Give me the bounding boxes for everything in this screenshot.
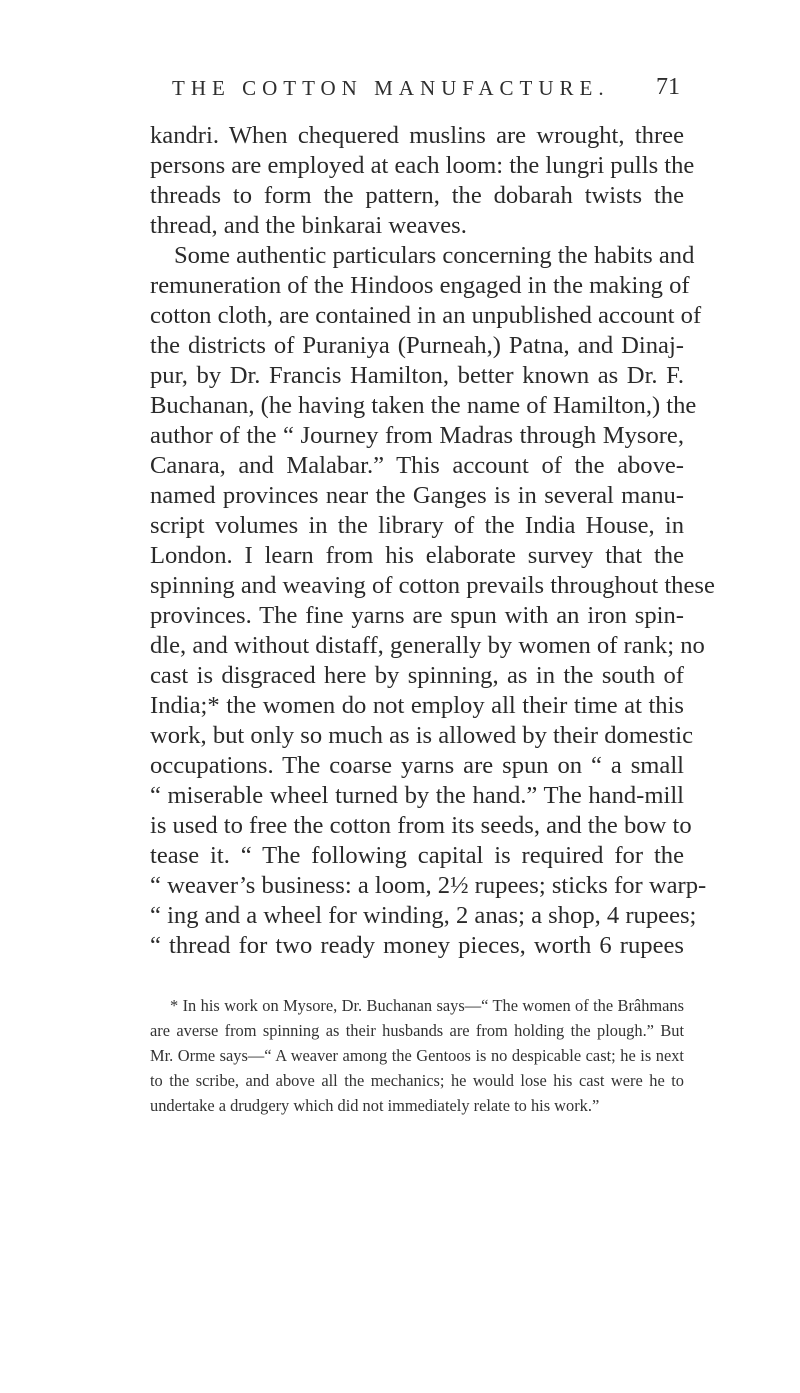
text-line: remuneration of the Hindoos engaged in the making of: [150, 272, 690, 299]
text-line: cast is disgraced here by spinning, as in the south of: [150, 662, 684, 689]
text-line: dle, and without distaff, generally by women of rank; no: [150, 632, 705, 659]
text-line: script volumes in the library of the India House, in: [150, 512, 684, 539]
text-line: thread, and the binkarai weaves.: [150, 212, 467, 239]
text-line: is used to free the cotton from its seeds, and the bow to: [150, 812, 692, 839]
text-line: tease it. “ The following capital is required for the: [150, 842, 684, 869]
text-line: Some authentic particulars concerning the habits and: [174, 242, 695, 269]
body-text: [150, 121, 715, 961]
text-line: occupations. The coarse yarns are spun on “ a small: [150, 752, 684, 779]
footnote: [150, 993, 684, 1118]
text-line: “ thread for two ready money pieces, worth 6 rupees: [150, 932, 684, 959]
text-line: “ ing and a wheel for winding, 2 anas; a shop, 4 rupees;: [150, 902, 697, 929]
text-line: cotton cloth, are contained in an unpublished account of: [150, 302, 702, 329]
text-line: threads to form the pattern, the dobarah twists the: [150, 182, 684, 209]
text-line: work, but only so much as is allowed by their domestic: [150, 722, 694, 749]
text-line: Buchanan, (he having taken the name of Hamilton,) the: [150, 392, 697, 419]
running-title: THE COTTON MANUFACTURE.: [172, 76, 610, 100]
text-line: spinning and weaving of cotton prevails throughout these: [150, 572, 715, 599]
text-line: pur, by Dr. Francis Hamilton, better known as Dr. F.: [150, 362, 684, 389]
text-line: kandri. When chequered muslins are wrought, three: [150, 122, 684, 149]
text-line: persons are employed at each loom: the lungri pulls the: [150, 152, 695, 179]
footnote-line: are averse from spinning as their husbands are from holding the plough.” But: [150, 1021, 684, 1040]
text-line: India;* the women do not employ all their time at this: [150, 692, 684, 719]
text-line: named provinces near the Ganges is in several manu-: [150, 482, 684, 509]
text-line: author of the “ Journey from Madras through Mysore,: [150, 422, 684, 449]
page-number: 71: [656, 74, 680, 100]
footnote-line: undertake a drudgery which did not immediately relate to his work.”: [150, 1096, 600, 1115]
text-line: “ miserable wheel turned by the hand.” The hand-mill: [150, 782, 684, 809]
running-head: [150, 76, 680, 106]
text-line: Canara, and Malabar.” This account of the above-: [150, 452, 684, 479]
footnote-line: Mr. Orme says—“ A weaver among the Gentoos is no despicable cast; he is next: [150, 1046, 684, 1065]
text-line: London. I learn from his elaborate survey that the: [150, 542, 684, 569]
text-line: provinces. The fine yarns are spun with an iron spin-: [150, 602, 684, 629]
footnote-line: to the scribe, and above all the mechanics; he would lose his cast were he to: [150, 1071, 684, 1090]
text-line: the districts of Puraniya (Purneah,) Patna, and Dinaj-: [150, 332, 684, 359]
footnote-line: * In his work on Mysore, Dr. Buchanan says—“ The women of the Brâhmans: [170, 996, 684, 1015]
text-line: “ weaver’s business: a loom, 2½ rupees; sticks for warp-: [150, 872, 707, 899]
